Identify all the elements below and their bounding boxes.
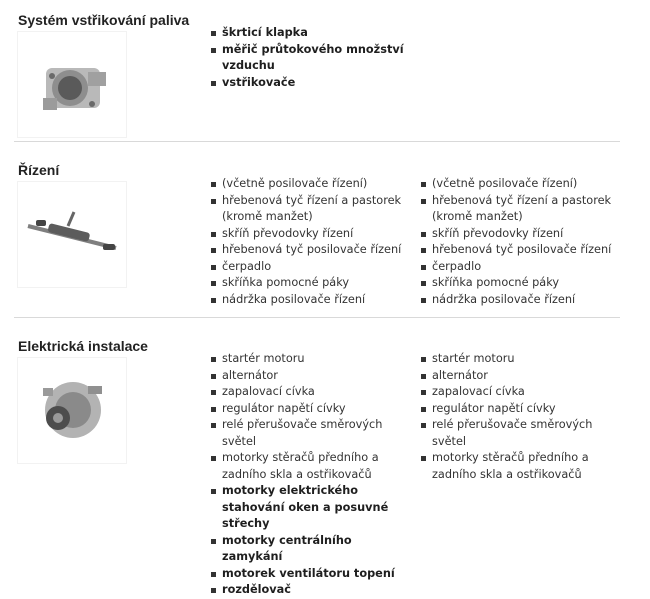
list-item: skříňka pomocné páky [419,275,629,292]
section-electrical [0,318,650,596]
list-item: čerpadlo [209,259,409,276]
list-item: skříň převodovky řízení [419,226,629,243]
list-item: nádržka posilovače řízení [419,292,629,309]
list-col1 [209,351,409,599]
section-title: Systém vstřikování paliva [18,12,190,28]
list-item: zapalovací cívka [419,384,629,401]
list-item: motorky elektrického stahování oken a posuvné střechy [209,483,409,533]
list-item: startér motoru [209,351,409,368]
alternator-image [18,358,126,463]
list-item: startér motoru [419,351,629,368]
list-item: hřebenová tyč řízení a pastorek (kromě manžet) [419,193,629,226]
list-item: motorky stěračů předního a zadního skla a ostřikovačů [419,450,629,483]
list-item: škrticí klapka [209,25,404,42]
list-col1 [209,176,409,308]
list-item: nádržka posilovače řízení [209,292,409,309]
list-col2 [419,351,629,483]
list-item: zapalovací cívka [209,384,409,401]
section-title: Elektrická instalace [18,338,148,354]
list-item: relé přerušovače směrových světel [419,417,629,450]
section-title: Řízení [18,162,60,178]
list-item: regulátor napětí cívky [419,401,629,418]
list-item: hřebenová tyč posilovače řízení [209,242,409,259]
list-col2 [419,176,629,308]
list-item: alternátor [209,368,409,385]
list-item: relé přerušovače směrových světel [209,417,409,450]
list-item: hřebenová tyč řízení a pastorek (kromě manžet) [209,193,409,226]
steering-rack-image [18,182,126,287]
list-item: alternátor [419,368,629,385]
list-item: motorek ventilátoru topení [209,566,409,583]
list-item: hřebenová tyč posilovače řízení [419,242,629,259]
section-steering [0,142,650,318]
list-item: vstřikovače [209,75,404,92]
throttle-body-image [18,32,126,137]
list-col1 [209,25,404,91]
list-item: regulátor napětí cívky [209,401,409,418]
list-item: (včetně posilovače řízení) [419,176,629,193]
list-item: měřič průtokového množství vzduchu [209,42,404,75]
section-fuel-injection [0,0,650,142]
list-item: skříňka pomocné páky [209,275,409,292]
list-item: čerpadlo [419,259,629,276]
list-item: motorky centrálního zamykání [209,533,409,566]
list-item: motorky stěračů předního a zadního skla a ostřikovačů [209,450,409,483]
list-item: (včetně posilovače řízení) [209,176,409,193]
list-item: skříň převodovky řízení [209,226,409,243]
list-item: rozdělovač [209,582,409,599]
